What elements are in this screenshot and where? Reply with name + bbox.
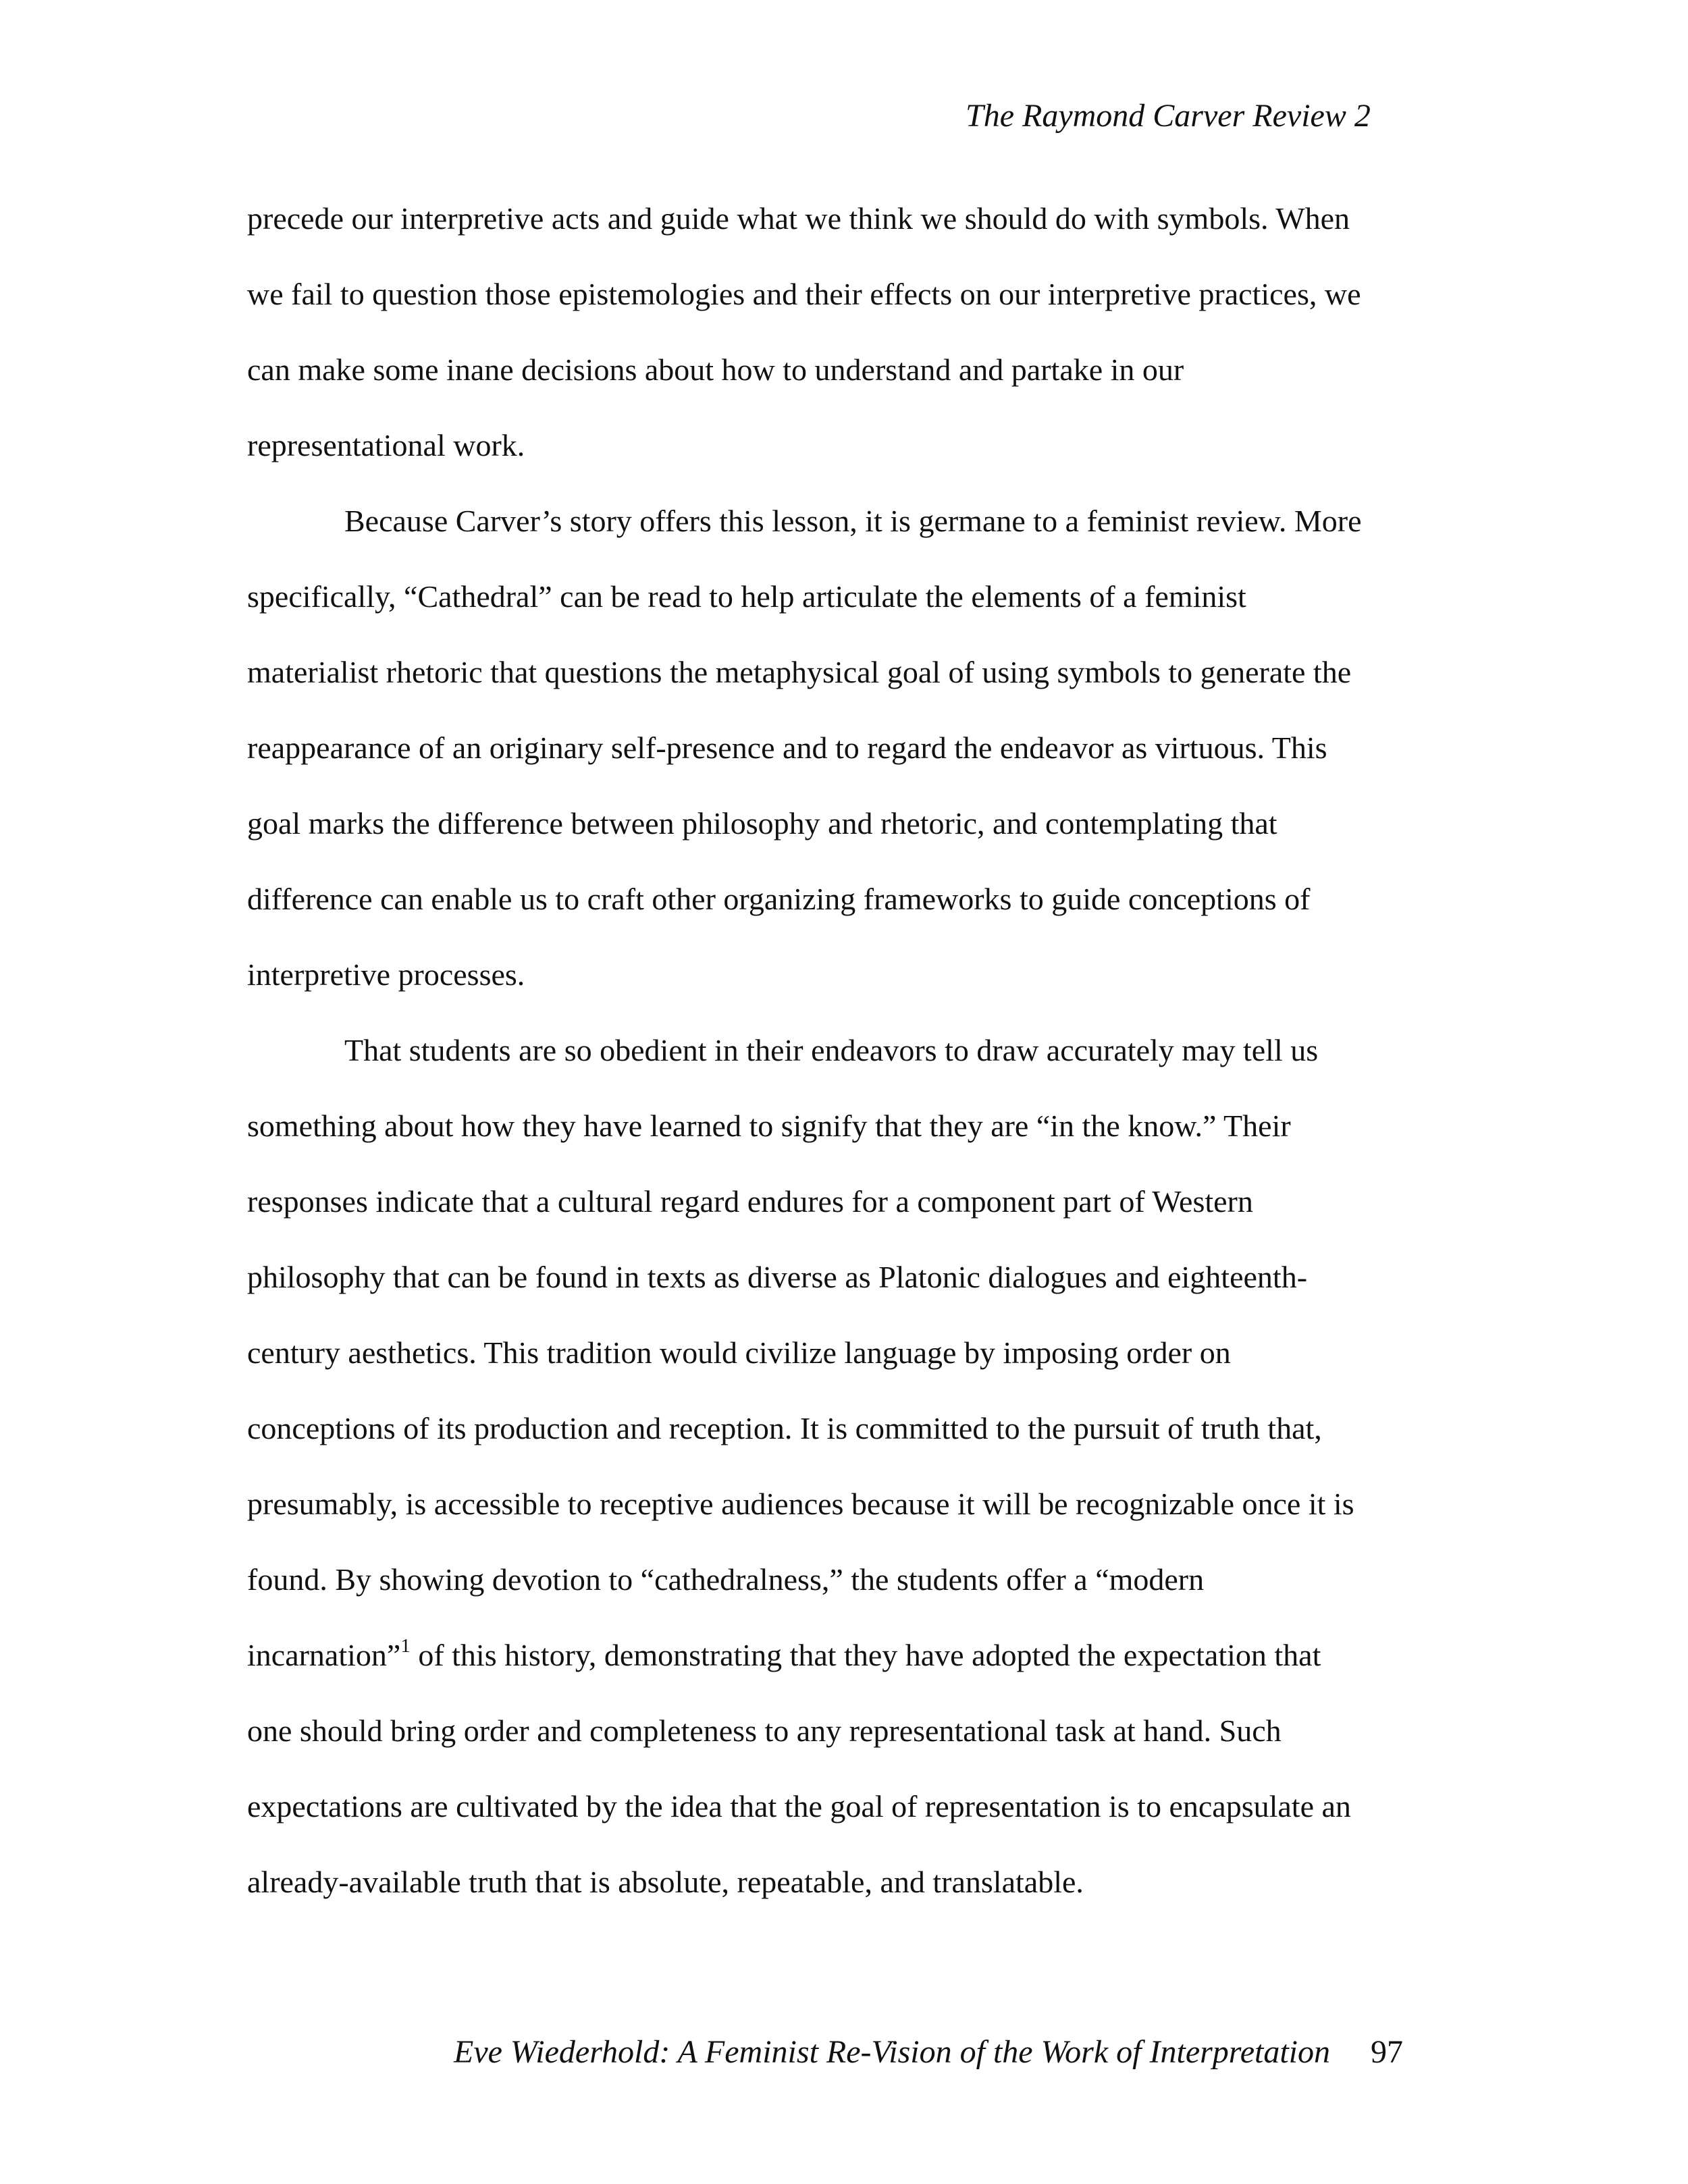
- body-text: [247, 197, 1362, 1936]
- text-line: interpretive processes.: [247, 957, 525, 992]
- text-line: presumably, is accessible to receptive audiences because it will be recognizable once it is: [247, 1487, 1354, 1521]
- text-line: goal marks the difference between philosophy and rhetoric, and contemplating that: [247, 806, 1277, 841]
- text-segment: of this history, demonstrating that they have adopted the expectation that: [418, 1638, 1321, 1672]
- text-line: can make some inane decisions about how to understand and partake in our: [247, 352, 1184, 387]
- text-line: That students are so obedient in their endeavors to draw accurately may tell us: [344, 1033, 1319, 1067]
- text-segment: incarnation”: [247, 1638, 401, 1672]
- page-number: 97: [1371, 2034, 1404, 2070]
- text-line: already-available truth that is absolute, repeatable, and translatable.: [247, 1865, 1084, 1899]
- text-line: precede our interpretive acts and guide what we think we should do with symbols. When: [247, 201, 1350, 236]
- footer-title: Eve Wiederhold: A Feminist Re-Vision of the Work of Interpretation: [454, 2034, 1331, 2070]
- text-line: Because Carver’s story offers this lesson, it is germane to a feminist review. More: [344, 504, 1362, 538]
- text-line: something about how they have learned to signify that they are “in the know.” Their: [247, 1109, 1291, 1143]
- text-line: expectations are cultivated by the idea that the goal of representation is to encapsulate an: [247, 1789, 1351, 1823]
- text-line: reappearance of an originary self-presence and to regard the endeavor as virtuous. This: [247, 730, 1327, 765]
- footnote-marker[interactable]: 1: [400, 1634, 411, 1657]
- text-line: representational work.: [247, 428, 525, 462]
- text-line: century aesthetics. This tradition would civilize language by imposing order on: [247, 1335, 1231, 1370]
- text-line: responses indicate that a cultural regard endures for a component part of Western: [247, 1184, 1253, 1219]
- page-footer: [454, 2031, 1403, 2074]
- running-head: The Raymond Carver Review 2: [966, 98, 1371, 134]
- text-line: specifically, “Cathedral” can be read to help articulate the elements of a feminist: [247, 579, 1246, 614]
- text-line: philosophy that can be found in texts as diverse as Platonic dialogues and eighteenth-: [247, 1260, 1308, 1294]
- text-line: found. By showing devotion to “cathedralness,” the students offer a “modern: [247, 1562, 1205, 1597]
- text-line: [247, 1634, 1362, 1709]
- text-line: materialist rhetoric that questions the metaphysical goal of using symbols to generate the: [247, 655, 1352, 689]
- text-line: difference can enable us to craft other organizing frameworks to guide conceptions of: [247, 882, 1311, 916]
- text-line: conceptions of its production and reception. It is committed to the pursuit of truth that,: [247, 1411, 1322, 1445]
- text-line: one should bring order and completeness to any representational task at hand. Such: [247, 1713, 1282, 1748]
- text-line: we fail to question those epistemologies and their effects on our interpretive practices, we: [247, 277, 1361, 311]
